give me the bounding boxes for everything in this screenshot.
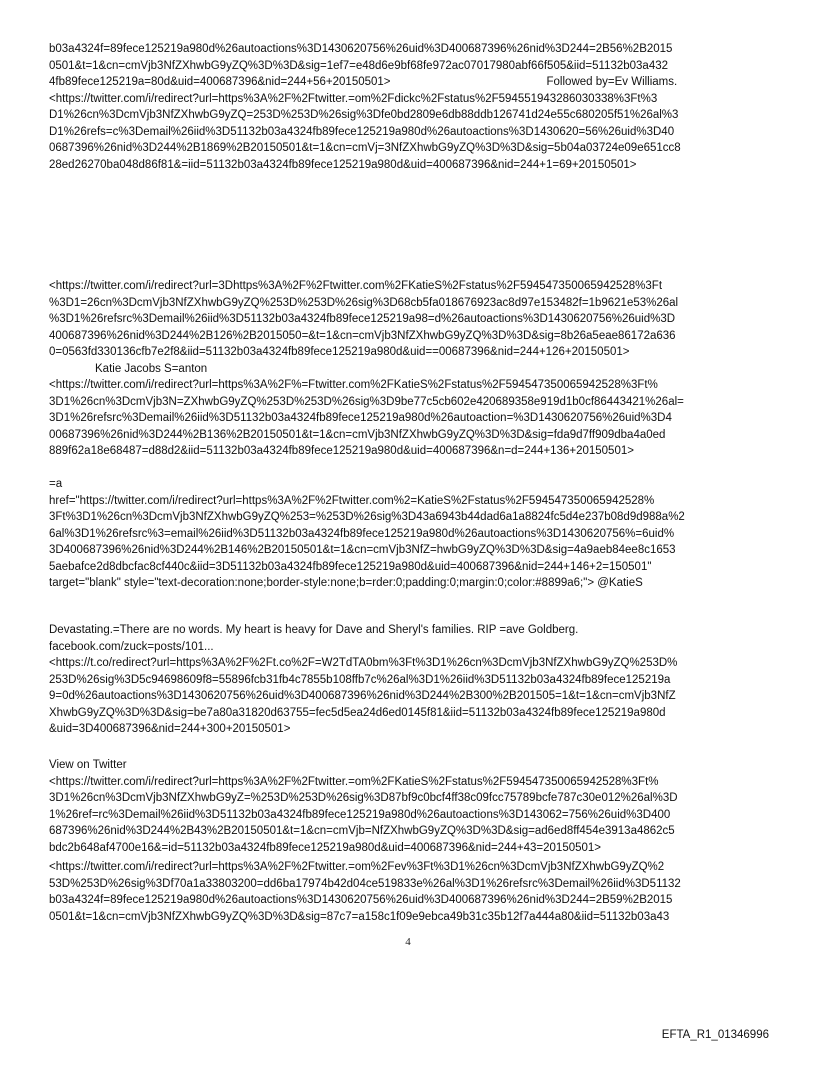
- text-line: 0687396%26nid%3D244%2B1869%2B20150501&t=1&cn=cmVj=3NfZXhwbG9yZQ%3D%3D&sig=5b04a03724e09e651cc8: [49, 142, 681, 154]
- text-line: 3D1%26cn%3DcmVjb3NfZXhwbG9yZ=%253D%253D%26sig%3D87bf9c0bcf4ff38c09fcc75789bcfe787c30e012%26al%3D: [49, 792, 678, 804]
- text-line: View on Twitter: [49, 759, 127, 771]
- text-line: 400687396%26nid%3D244%2B126%2B2015050=&t=1&cn=cmVjb3NfZXhwbG9yZQ%3D%3D&sig=8b26a5eae86172a636: [49, 329, 676, 342]
- text-line: 3D1%26cn%3DcmVjb3N=ZXhwbG9yZQ%253D%253D%26sig%3D9be77c5cb602e420689358e919d1b0cf86443421%26al=: [49, 395, 684, 408]
- text-line: 6al%3D1%26refsrc%3=email%26iid%3D51132b03a4324fb89fece125219a980d%26autoactions%3D1430620756%=6uid%: [49, 527, 675, 540]
- text-line: 53D%253D%26sig%3Df70a1a33803200=dd6ba17974b42d04ce519833e%26al%3D1%26refsrc%3Demail%26iid%3D51132: [49, 877, 681, 890]
- text-block-4: [49, 622, 771, 738]
- text-line: Devastating.=There are no words. My heart is heavy for Dave and Sheryl's families. RIP =ave Goldberg.: [49, 624, 579, 636]
- text-line: 3D400687396%26nid%3D244%2B146%2B20150501&t=1&cn=cmVjb3NfZ=hwbG9yZQ%3D%3D&sig=4a9aeb84ee8c1653: [49, 544, 676, 556]
- text-line: <https://twitter.com/i/redirect?url=https%3A%2F%2Ftwitter.=om%2FKatieS%2Fstatus%2F594547350065942528%3Ft%: [49, 775, 659, 788]
- text-block-3: [49, 476, 771, 592]
- text-line: =a: [49, 478, 63, 490]
- text-line: %3D1=26cn%3DcmVjb3NfZXhwbG9yZQ%253D%253D%26sig%3D68cb5fa018676923ac8d97e153482f=1b9621e53%26al: [49, 296, 679, 309]
- text-line: 5aebafce2d8dbcfac8cf440c&iid=3D51132b03a4324fb89fece125219a980d&uid=400687396&nid=244+146+2=150501": [49, 560, 652, 573]
- text-line: 3Ft%3D1%26cn%3DcmVjb3NfZXhwbG9yZQ%253=%253D%26sig%3D43a6943b44dad6a1a8824fc5d4e237b08d9d988a%2: [49, 511, 685, 523]
- text-line: <https://twitter.com/i/redirect?url=https%3A%2F%2Ftwitter.=om%2Fdickc%2Fstatus%2F594551943286030338%3Ft%3: [49, 92, 658, 105]
- text-line: facebook.com/zuck=posts/101...: [49, 640, 214, 653]
- text-line: bdc2b648af4700e16&=id=51132b03a4324fb89fece125219a980d&uid=400687396&nid=244+43=20150501>: [49, 841, 602, 854]
- text-segment: 4fb89fece125219a=80d&uid=400687396&nid=244+56+20150501>: [49, 76, 391, 88]
- text-line: href="https://twitter.com/i/redirect?url=https%3A%2F%2Ftwitter.com%2=KatieS%2Fstatus%2F594547350065942528%: [49, 494, 655, 507]
- text-line: 0501&t=1&cn=cmVjb3NfZXhwbG9yZQ%3D%3D&sig=1ef7=e48d6e9bf68fe972ac07017980abf66f505&iid=51132b03a432: [49, 59, 669, 72]
- text-line: 253D%26sig%3D5c94698609f8=55896fcb31fb4c7855b108ffb7c%26al%3D1%26iid%3D51132b03a4324fb89fece125219a: [49, 673, 671, 686]
- text-line: 0501&t=1&cn=cmVjb3NfZXhwbG9yZQ%3D%3D&sig=87c7=a158c1f09e9ebca49b31c35b12f7a444a80&iid=51132b03a43: [49, 910, 670, 923]
- bates-number: EFTA_R1_01346996: [661, 1029, 769, 1041]
- followed-by-text: Followed by=Ev Williams.: [546, 76, 678, 88]
- text-line: b03a4324f=89fece125219a980d%26autoactions%3D1430620756%26uid%3D400687396%26nid%3D244=2B56%2B2015: [49, 43, 673, 55]
- text-line: 00687396%26nid%3D244%2B136%2B20150501&t=1&cn=cmVjb3NfZXhwbG9yZQ%3D%3D&sig=fda9d7ff909dba4a0ed: [49, 428, 666, 441]
- page-number: 4: [405, 936, 411, 948]
- text-line: 9=0d%26autoactions%3D1430620756%26uid%3D400687396%26nid%3D244%2B300%2B201505=1&t=1&cn=cmVjb3NfZ: [49, 690, 676, 702]
- text-line: [49, 74, 771, 91]
- text-line: b03a4324f=89fece125219a980d%26autoactions%3D1430620756%26uid%3D400687396%26nid%3D244=2B59%2B2015: [49, 894, 673, 906]
- text-line: target="blank" style="text-decoration:none;border-style:none;b=rder:0;padding:0;margin:0;color:#8899a6;"> @KatieS: [49, 577, 643, 589]
- text-line: <https://twitter.com/i/redirect?url=https%3A%2F%=Ftwitter.com%2FKatieS%2Fstatus%2F594547350065942528%3Ft%: [49, 379, 658, 391]
- text-line: [49, 361, 771, 378]
- text-line: XhwbG9yZQ%3D%3D&sig=be7a80a31820d63755=fec5d5ea24d6ed0145f81&iid=51132b03a4324fb89fece125219a980d: [49, 706, 666, 719]
- text-line: D1%26cn%3DcmVjb3NfZXhwbG9yZQ=253D%253D%26sig%3Dfe0bd2809e6db88ddb126741d24e55c680205f51%26al%3: [49, 109, 679, 121]
- text-line: <https://twitter.com/i/redirect?url=https%3A%2F%2Ftwitter.=om%2Fev%3Ft%3D1%26cn%3DcmVjb3NfZXhwbG9yZQ%2: [49, 861, 665, 873]
- text-line: D1%26refs=c%3Demail%26iid%3D51132b03a4324fb89fece125219a980d%26autoactions%3D1430620=56%26uid%3D40: [49, 125, 675, 138]
- text-block-6: [49, 859, 771, 925]
- text-line: 1%26ref=rc%3Demail%26iid%3D51132b03a4324fb89fece125219a980d%26autoactions%3D143062=756%26uid%3D400: [49, 808, 671, 821]
- author-name: Katie Jacobs S=anton: [95, 362, 208, 375]
- text-block-5: [49, 757, 771, 856]
- text-line: 889f62a18e68487=d88d2&iid=51132b03a4324fb89fece125219a980d&uid=400687396&n=d=244+136+20150501>: [49, 445, 634, 457]
- text-block-2: [49, 278, 771, 460]
- text-line: <https://twitter.com/i/redirect?url=3Dhttps%3A%2F%2Ftwitter.com%2FKatieS%2Fstatus%2F594547350065942528%3Ft: [49, 280, 663, 292]
- text-line: 0=0563fd330136cfb7e2f8&iid=51132b03a4324fb89fece125219a980d&uid==00687396&nid=244+126+20150501>: [49, 346, 630, 358]
- text-line: &uid=3D400687396&nid=244+300+20150501>: [49, 723, 291, 735]
- text-block-1: [49, 41, 771, 173]
- text-line: 28ed26270ba048d86f81&=iid=51132b03a4324fb89fece125219a980d&uid=400687396&nid=244+1=69+20150501>: [49, 158, 637, 171]
- text-line: <https://t.co/redirect?url=https%3A%2F%2Ft.co%2F=W2TdTA0bm%3Ft%3D1%26cn%3DcmVjb3NfZXhwbG9yZQ%253D%: [49, 657, 678, 669]
- text-line: %3D1%26refsrc%3Demail%26iid%3D51132b03a4324fb89fece125219a98=d%26autoactions%3D1430620756%26uid%3D: [49, 313, 676, 325]
- text-line: 3D1%26refsrc%3Demail%26iid%3D51132b03a4324fb89fece125219a980d%26autoaction=%3D1430620756%26uid%3D4: [49, 412, 672, 424]
- text-line: 687396%26nid%3D244%2B43%2B20150501&t=1&cn=cmVjb=NfZXhwbG9yZQ%3D%3D&sig=ad6ed8ff454e3913a4862c5: [49, 825, 675, 837]
